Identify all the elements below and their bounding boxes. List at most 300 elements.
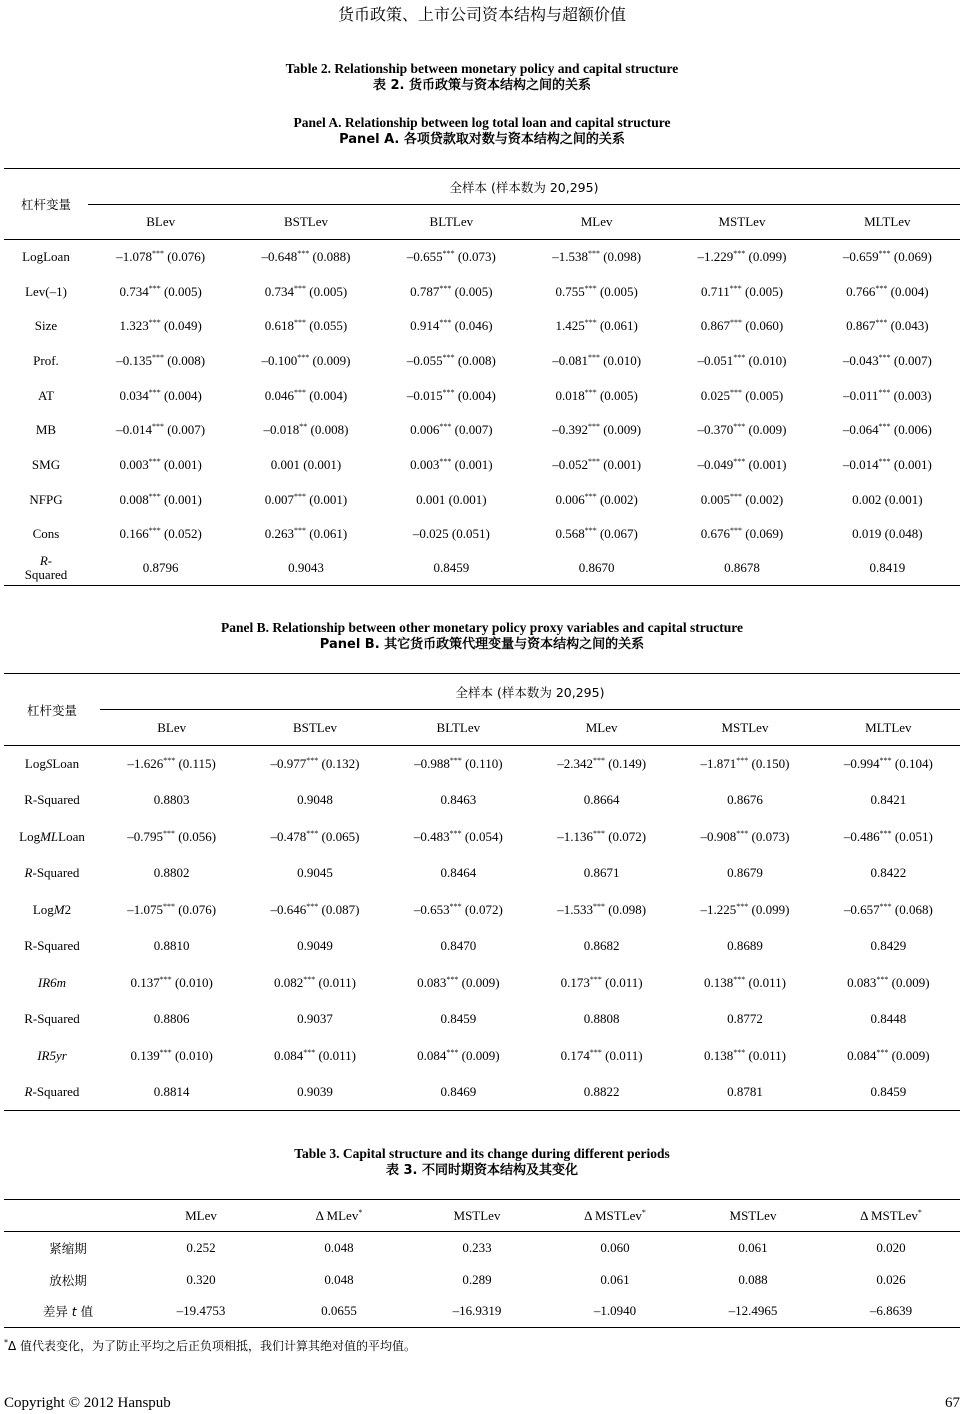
coef-cell: [815, 274, 960, 309]
sample-header: 全样本 (样本数为 20,295): [88, 169, 960, 205]
coef-cell: [379, 482, 524, 517]
coef-value: –1.136: [557, 828, 593, 844]
std-error: (0.115): [178, 756, 216, 771]
coef-cell: [815, 309, 960, 344]
std-error: (0.104): [894, 756, 933, 771]
rsq-value: 0.9037: [297, 1011, 333, 1027]
table-row: [4, 746, 960, 783]
coef-value: –0.081: [552, 352, 588, 368]
row-label: Lev(–1): [25, 283, 67, 299]
table-cell: –12.4965: [728, 1303, 778, 1319]
coef-value: 0.025: [700, 387, 731, 403]
coef-cell: [815, 517, 960, 552]
std-error: (0.009): [461, 1047, 500, 1063]
table-row: [4, 413, 960, 448]
significance-stars: ***: [875, 283, 888, 293]
std-error: (0.008): [167, 352, 206, 368]
coef-cell: [669, 378, 814, 413]
significance-stars: ***: [584, 491, 597, 501]
rsq-value: 0.8470: [440, 938, 477, 954]
table-cell: 0.088: [738, 1271, 768, 1287]
column-header-text: Δ MSTLev: [860, 1207, 918, 1223]
panelA-table: [4, 168, 960, 586]
row-label: MB: [35, 422, 57, 438]
coef-cell: [817, 746, 960, 783]
coef-value: –0.014: [116, 422, 152, 438]
rsq-value: 0.8796: [142, 560, 179, 576]
coef-value: 0.618: [264, 318, 295, 334]
coef-cell: [379, 240, 524, 275]
coef-value: 0.568: [555, 526, 585, 542]
table3-table: [4, 1199, 960, 1328]
row-label-part: 值: [76, 1304, 94, 1320]
coef-value: 0.766: [846, 283, 876, 299]
rsq-value: 0.9048: [297, 792, 333, 808]
table-cell: 0.0655: [321, 1303, 357, 1319]
coef-value: –2.342: [557, 756, 593, 771]
std-error: (0.098): [603, 249, 642, 265]
significance-stars: ***: [878, 387, 891, 397]
coef-value: –1.533: [557, 901, 593, 917]
rsq-value: 0.8671: [583, 865, 620, 881]
table-row: [4, 965, 960, 1002]
table-cell: –16.9319: [452, 1303, 502, 1319]
std-error: (0.049): [163, 318, 202, 334]
significance-stars: ***: [733, 974, 746, 984]
row-label: [4, 782, 100, 819]
table-cell: 0.048: [324, 1239, 354, 1255]
rsq-value: 0.8682: [583, 938, 620, 954]
table-row: [4, 448, 960, 483]
std-error: (0.001): [603, 456, 642, 472]
coef-value: –1.626: [127, 756, 164, 771]
row-label-part: R: [24, 1084, 33, 1099]
panelB-title-zh: Panel B. 其它货币政策代理变量与资本结构之间的关系: [319, 637, 645, 652]
column-header-text: MLev: [185, 1207, 217, 1223]
coef-value: –0.055: [406, 352, 443, 368]
significance-stars: ***: [148, 318, 161, 328]
coef-cell: [233, 482, 378, 517]
significance-stars: ***: [587, 422, 600, 432]
significance-stars: ***: [148, 387, 161, 397]
std-error: (0.009): [891, 974, 930, 990]
column-header-text: MSTLev: [453, 1207, 501, 1223]
std-error: (0.051): [894, 828, 933, 844]
table-row: [4, 1074, 960, 1111]
std-error: (0.067): [599, 526, 638, 542]
coef-value: –0.795: [127, 828, 163, 844]
rsq-value: 0.8822: [583, 1084, 620, 1099]
std-error: (0.009): [603, 422, 642, 438]
coef-value: 0.001: [270, 456, 301, 472]
rsq-value: 0.8810: [153, 938, 190, 954]
coef-cell: [815, 448, 960, 483]
std-error: (0.046): [454, 318, 493, 334]
std-error: (0.072): [464, 901, 503, 917]
table-cell: 0.061: [738, 1239, 768, 1255]
std-error: (0.149): [608, 756, 647, 771]
coef-value: 0.018: [555, 387, 585, 403]
row-label: SMG: [31, 456, 61, 472]
coef-cell: [530, 965, 673, 1002]
coef-cell: [524, 413, 669, 448]
coef-value: 0.006: [410, 422, 440, 438]
table-row: [4, 928, 960, 965]
significance-stars: ***: [592, 828, 605, 838]
coef-cell: [233, 378, 378, 413]
coef-cell: [669, 413, 814, 448]
row-label: [4, 1232, 132, 1264]
coef-value: 0.003: [410, 456, 440, 472]
coef-cell: [233, 448, 378, 483]
table3-footnote: [4, 1337, 416, 1354]
coef-value: 0.263: [264, 526, 295, 542]
rsq-value: 0.8679: [727, 865, 763, 881]
row-label-part: R: [24, 865, 33, 881]
table-cell: 0.060: [600, 1239, 630, 1255]
std-error: (0.099): [748, 249, 787, 265]
coef-value: 0.787: [410, 283, 440, 299]
table-cell: 0.026: [876, 1271, 906, 1287]
significance-stars: ***: [148, 491, 161, 501]
significance-stars: ***: [159, 974, 172, 984]
std-error: (0.005): [745, 387, 784, 403]
significance-stars: ***: [303, 1047, 316, 1057]
std-error: (0.011): [605, 1047, 643, 1063]
coef-value: –0.100: [261, 352, 298, 368]
coef-cell: [815, 378, 960, 413]
coef-cell: [530, 746, 673, 783]
significance-stars: ***: [729, 283, 742, 293]
significance-stars: ***: [592, 901, 605, 911]
significance-stars: ***: [294, 387, 307, 397]
coef-value: –1.229: [697, 249, 734, 265]
rsq-label-r: R: [39, 553, 48, 569]
coef-cell: [88, 274, 233, 309]
std-error: (0.001): [163, 456, 202, 472]
row-label: NFPG: [29, 491, 63, 507]
row-label: [4, 1296, 132, 1328]
coef-value: 0.082: [274, 974, 304, 990]
std-error: (0.001): [748, 456, 787, 472]
coef-value: –0.659: [842, 249, 879, 265]
coef-cell: [88, 378, 233, 413]
rsq-value: 0.8772: [727, 1011, 763, 1027]
row-label: Cons: [32, 526, 60, 542]
column-header: MLTLev: [865, 719, 912, 735]
std-error: (0.004): [890, 283, 929, 299]
significance-stars: ***: [733, 1047, 746, 1057]
rsq-value: 0.9049: [297, 938, 333, 954]
column-header: BLTLev: [429, 214, 474, 229]
significance-stars: ***: [148, 456, 161, 466]
std-error: (0.011): [318, 974, 356, 990]
rsq-value: 0.8670: [578, 560, 615, 576]
coef-cell: [669, 309, 814, 344]
column-header-mark: *: [358, 1207, 363, 1217]
std-error: (0.088): [312, 249, 351, 265]
coef-value: 0.046: [264, 387, 295, 403]
coef-value: –0.051: [697, 352, 734, 368]
significance-stars: ***: [875, 318, 888, 328]
coef-cell: [673, 892, 816, 929]
significance-stars: ***: [439, 283, 452, 293]
coef-value: –0.483: [413, 828, 450, 844]
coef-cell: [669, 517, 814, 552]
significance-stars: ***: [449, 828, 462, 838]
rsq-value: 0.9045: [297, 865, 333, 881]
coef-value: 0.138: [704, 974, 734, 990]
table3-title-en: Table 3. Capital structure and its change during different periods: [294, 1146, 670, 1161]
coef-cell: [669, 448, 814, 483]
coef-cell: [100, 746, 243, 783]
std-error: (0.072): [608, 828, 647, 844]
row-label: [4, 1038, 100, 1075]
significance-stars: ***: [876, 1047, 889, 1057]
significance-stars: ***: [303, 974, 316, 984]
column-header: [546, 1200, 684, 1232]
std-error: (0.076): [167, 249, 206, 265]
significance-stars: ***: [736, 901, 749, 911]
significance-stars: ***: [442, 352, 455, 362]
coef-cell: [243, 1038, 386, 1075]
significance-stars: ***: [730, 318, 743, 328]
coef-value: 0.676: [700, 526, 731, 542]
coef-value: 0.083: [417, 974, 447, 990]
table-row: [4, 855, 960, 892]
table-row: [4, 819, 960, 856]
coef-value: –0.908: [700, 828, 737, 844]
rsq-value: 0.8429: [870, 938, 907, 954]
rsq-value: 0.9039: [297, 1084, 333, 1099]
significance-stars: ***: [449, 756, 462, 765]
significance-stars: ***: [439, 422, 452, 432]
coef-cell: [817, 819, 960, 856]
significance-stars: ***: [446, 1047, 459, 1057]
coef-value: 0.734: [119, 283, 149, 299]
row-label-part: Log: [19, 828, 41, 844]
std-error: (0.132): [321, 756, 360, 771]
table-row: [4, 274, 960, 309]
coef-cell: [233, 274, 378, 309]
significance-stars: ***: [730, 387, 743, 397]
rsq-value: 0.8781: [727, 1084, 763, 1099]
row-label-part: IR5yr: [37, 1047, 67, 1063]
column-header: BLev: [157, 719, 187, 735]
std-error: (0.076): [178, 901, 217, 917]
significance-stars: ***: [148, 283, 161, 293]
std-error: (0.056): [178, 828, 217, 844]
coef-cell: [669, 344, 814, 379]
row-label: [4, 928, 100, 965]
std-error: (0.011): [605, 974, 643, 990]
coef-value: 0.711: [701, 283, 730, 299]
coef-value: 0.084: [847, 1047, 877, 1063]
coef-value: 0.173: [560, 974, 590, 990]
significance-stars: ***: [587, 352, 600, 362]
coef-value: 0.007: [264, 491, 295, 507]
std-error: (0.073): [751, 828, 790, 844]
coef-value: 0.001: [416, 491, 446, 507]
table-cell: 0.289: [462, 1271, 492, 1287]
std-error: (0.005): [454, 283, 493, 299]
row-label-part: ML: [40, 828, 59, 844]
table-row: [4, 309, 960, 344]
coef-cell: [817, 1038, 960, 1075]
coef-cell: [233, 517, 378, 552]
row-label: LogLoan: [22, 249, 70, 265]
coef-cell: [387, 1038, 530, 1075]
std-error: (0.011): [748, 1047, 786, 1063]
rsq-value: 0.8448: [870, 1011, 907, 1027]
std-error: (0.010): [603, 352, 642, 368]
coef-cell: [379, 274, 524, 309]
coef-cell: [524, 482, 669, 517]
table-row: [4, 1001, 960, 1038]
std-error: (0.001): [309, 491, 348, 507]
coef-cell: [379, 413, 524, 448]
coef-value: –0.064: [842, 422, 879, 438]
coef-cell: [817, 892, 960, 929]
footnote-mark: *: [4, 1338, 8, 1347]
table2-title-en: Table 2. Relationship between monetary policy and capital structure: [285, 61, 679, 76]
table3-caption: [0, 1145, 964, 1179]
rsq-value: 0.8463: [440, 792, 477, 808]
std-error: (0.005): [745, 283, 783, 299]
coef-cell: [387, 892, 530, 929]
column-header: [684, 1200, 822, 1232]
coef-value: –1.078: [116, 249, 152, 265]
std-error: (0.006): [893, 422, 932, 438]
std-error: (0.009): [461, 974, 500, 990]
significance-stars: ***: [159, 1047, 172, 1057]
coef-cell: [243, 892, 386, 929]
std-error: (0.073): [457, 249, 496, 265]
std-error: (0.098): [608, 901, 647, 917]
std-error: (0.001): [303, 456, 342, 472]
rsq-value: 0.8459: [440, 1011, 477, 1027]
footnote-text: Δ 值代表变化，为了防止平均之后正负项相抵，我们计算其绝对值的平均值。: [8, 1339, 417, 1353]
copyright: Copyright © 2012 Hanspub: [4, 1395, 171, 1411]
column-header: MLev: [580, 214, 613, 229]
std-error: (0.002): [599, 491, 638, 507]
coef-cell: [100, 819, 243, 856]
significance-stars: ***: [148, 526, 161, 536]
coef-value: 0.019: [852, 526, 882, 542]
coef-cell: [815, 240, 960, 275]
significance-stars: ***: [162, 828, 175, 838]
rsq-row: [4, 552, 960, 586]
std-error: (0.043): [890, 318, 929, 334]
panelA-caption: [0, 114, 964, 148]
significance-stars: ***: [446, 974, 459, 984]
row-label-part: 放松期: [49, 1272, 87, 1288]
significance-stars: ***: [733, 352, 746, 362]
significance-stars: ***: [878, 456, 891, 466]
significance-stars: ***: [589, 974, 602, 984]
column-header: BSTLev: [292, 719, 338, 735]
running-title: 货币政策、上市公司资本结构与超额价值: [337, 5, 626, 24]
std-error: (0.069): [745, 526, 784, 542]
coef-cell: [243, 746, 386, 783]
std-error: (0.009): [748, 422, 787, 438]
rsq-value: 0.8464: [440, 865, 477, 881]
page-number: 67: [945, 1395, 960, 1411]
coef-cell: [379, 378, 524, 413]
table-cell: 0.233: [462, 1239, 492, 1255]
coef-value: –0.648: [261, 249, 298, 265]
row-label: [4, 1001, 100, 1038]
rsq-value: 0.8421: [870, 792, 907, 808]
coef-value: 0.174: [560, 1047, 590, 1063]
coef-value: 0.137: [130, 974, 160, 990]
significance-stars: ***: [163, 756, 176, 765]
rsq-value: 0.8806: [153, 1011, 190, 1027]
significance-stars: ***: [162, 901, 175, 911]
coef-cell: [673, 1038, 816, 1075]
coef-cell: [379, 448, 524, 483]
coef-cell: [530, 892, 673, 929]
column-header: MSTLev: [721, 719, 769, 735]
coef-value: –1.075: [127, 901, 163, 917]
significance-stars: ***: [584, 283, 597, 293]
coef-cell: [673, 746, 816, 783]
coef-cell: [88, 482, 233, 517]
significance-stars: ***: [294, 526, 307, 536]
row-label-part: t: [71, 1304, 77, 1320]
significance-stars: ***: [878, 249, 891, 259]
significance-stars: ***: [584, 526, 597, 536]
std-error: (0.065): [321, 828, 360, 844]
table-row: [4, 378, 960, 413]
row-label-part: 2: [64, 901, 72, 917]
row-label: [4, 965, 100, 1002]
coef-value: –0.392: [552, 422, 588, 438]
row-label-part: S: [45, 756, 53, 771]
significance-stars: ***: [294, 491, 307, 501]
coef-value: 0.734: [264, 283, 295, 299]
coef-value: 0.084: [274, 1047, 304, 1063]
table-row: [4, 892, 960, 929]
rsq-label-dash: -: [47, 553, 53, 569]
std-error: (0.004): [309, 387, 348, 403]
column-header: [132, 1200, 270, 1232]
significance-stars: ***: [733, 422, 746, 432]
coef-value: –0.043: [842, 352, 879, 368]
table-row: [4, 240, 960, 275]
row-label-part: -Squared: [32, 865, 80, 881]
row-label-part: Log: [32, 901, 54, 917]
row-label-part: R-Squared: [24, 938, 80, 954]
panelA-title-en: Panel A. Relationship between log total loan and capital structure: [293, 115, 671, 130]
table-cell: 0.048: [324, 1271, 354, 1287]
coef-cell: [88, 309, 233, 344]
std-error: (0.005): [599, 283, 638, 299]
coef-cell: [243, 965, 386, 1002]
coef-cell: [233, 240, 378, 275]
significance-stars: ***: [878, 422, 891, 432]
coef-cell: [669, 240, 814, 275]
coef-value: –0.025: [412, 526, 449, 542]
significance-stars: ***: [297, 249, 310, 259]
std-error: (0.005): [599, 387, 638, 403]
std-error: (0.009): [312, 352, 351, 368]
coef-cell: [243, 819, 386, 856]
coef-value: 1.323: [119, 318, 149, 334]
significance-stars: ***: [736, 756, 749, 765]
coef-cell: [524, 309, 669, 344]
significance-stars: ***: [306, 828, 319, 838]
